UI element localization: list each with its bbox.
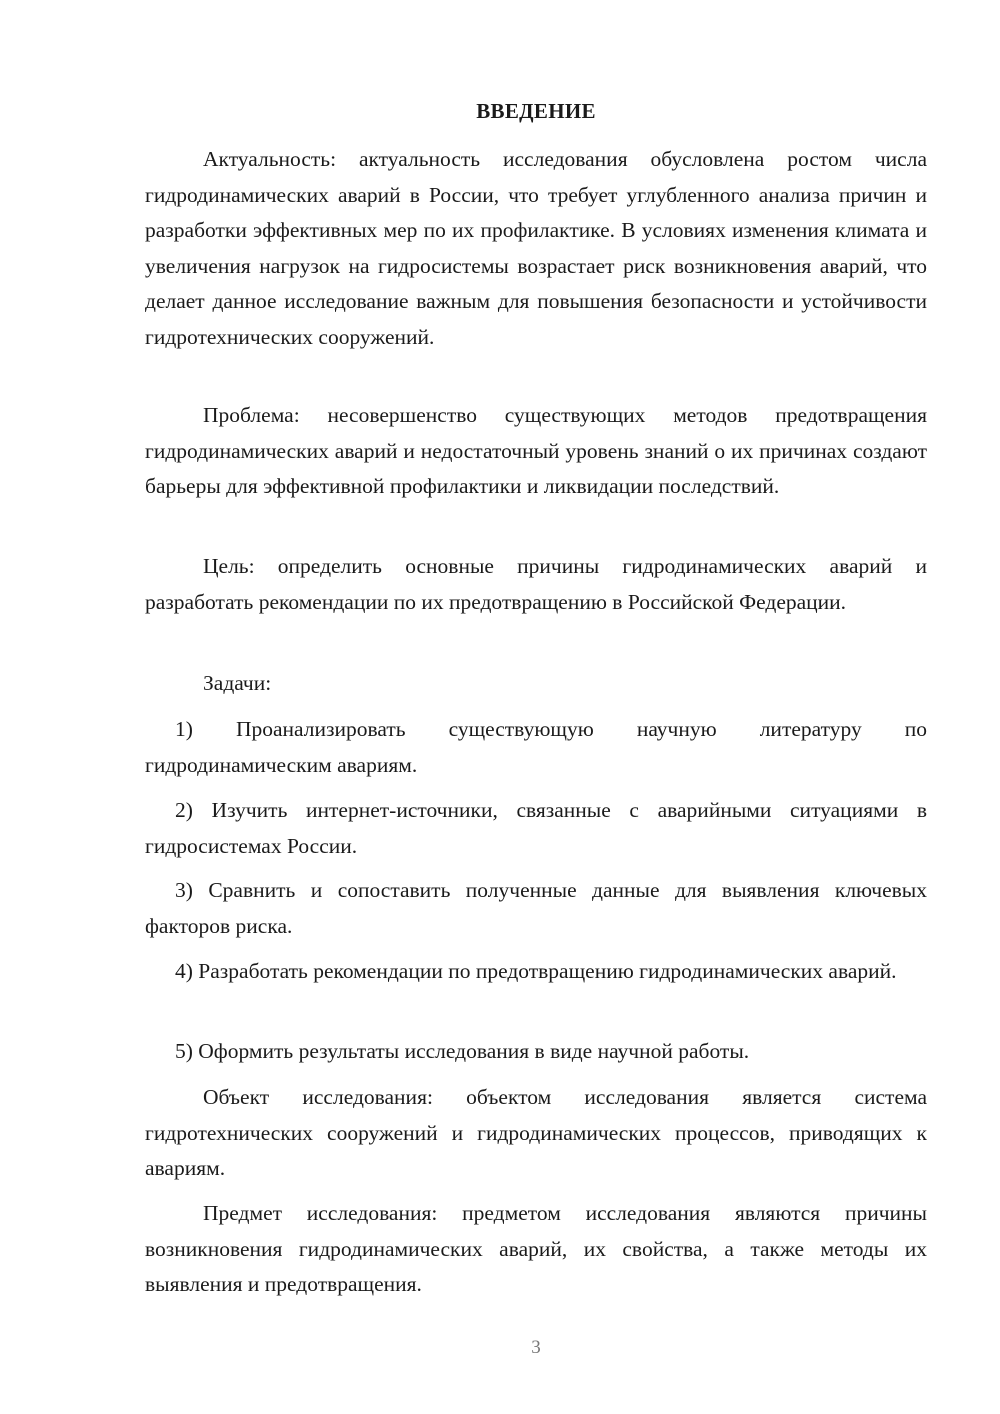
task-item-4: 4) Разработать рекомендации по предотвращению гидродинамических аварий.: [175, 959, 897, 983]
relevance-paragraph: Актуальность: актуальность исследования обусловлена ростом числа гидродинамических аварий в России, что требует углубленного анализа причин и разработки эффективных мер по их профилактике. В условиях изменения климата и увеличения нагрузок на гидросистемы возрастает риск возникновения аварий, что делает данное исследование важным для повышения безопасности и устойчивости гидротехнических сооружений.: [145, 147, 927, 349]
task-item-3: 3) Сравнить и сопоставить полученные данные для выявления ключевых факторов риска.: [145, 878, 927, 938]
task-item-5: 5) Оформить результаты исследования в виде научной работы.: [175, 1039, 750, 1063]
section-heading: ВВЕДЕНИЕ: [476, 99, 596, 123]
task-item-1: 1) Проанализировать существующую научную литературу по гидродинамическим авариям.: [145, 717, 927, 777]
problem-paragraph: Проблема: несовершенство существующих методов предотвращения гидродинамических аварий и недостаточный уровень знаний о их причинах создают барьеры для эффективной профилактики и ликвидации последствий.: [145, 403, 927, 498]
subject-paragraph: Предмет исследования: предметом исследования являются причины возникновения гидродинамических аварий, их свойства, а также методы их выявления и предотвращения.: [145, 1201, 927, 1296]
object-paragraph: Объект исследования: объектом исследования является система гидротехнических сооружений и гидродинамических процессов, приводящих к авариям.: [145, 1085, 927, 1180]
goal-paragraph: Цель: определить основные причины гидродинамических аварий и разработать рекомендации по их предотвращению в Российской Федерации.: [145, 554, 927, 614]
task-item-2: 2) Изучить интернет-источники, связанные с аварийными ситуациями в гидросистемах России.: [145, 798, 927, 858]
page-number: 3: [531, 1337, 541, 1358]
tasks-label: Задачи:: [203, 671, 272, 695]
